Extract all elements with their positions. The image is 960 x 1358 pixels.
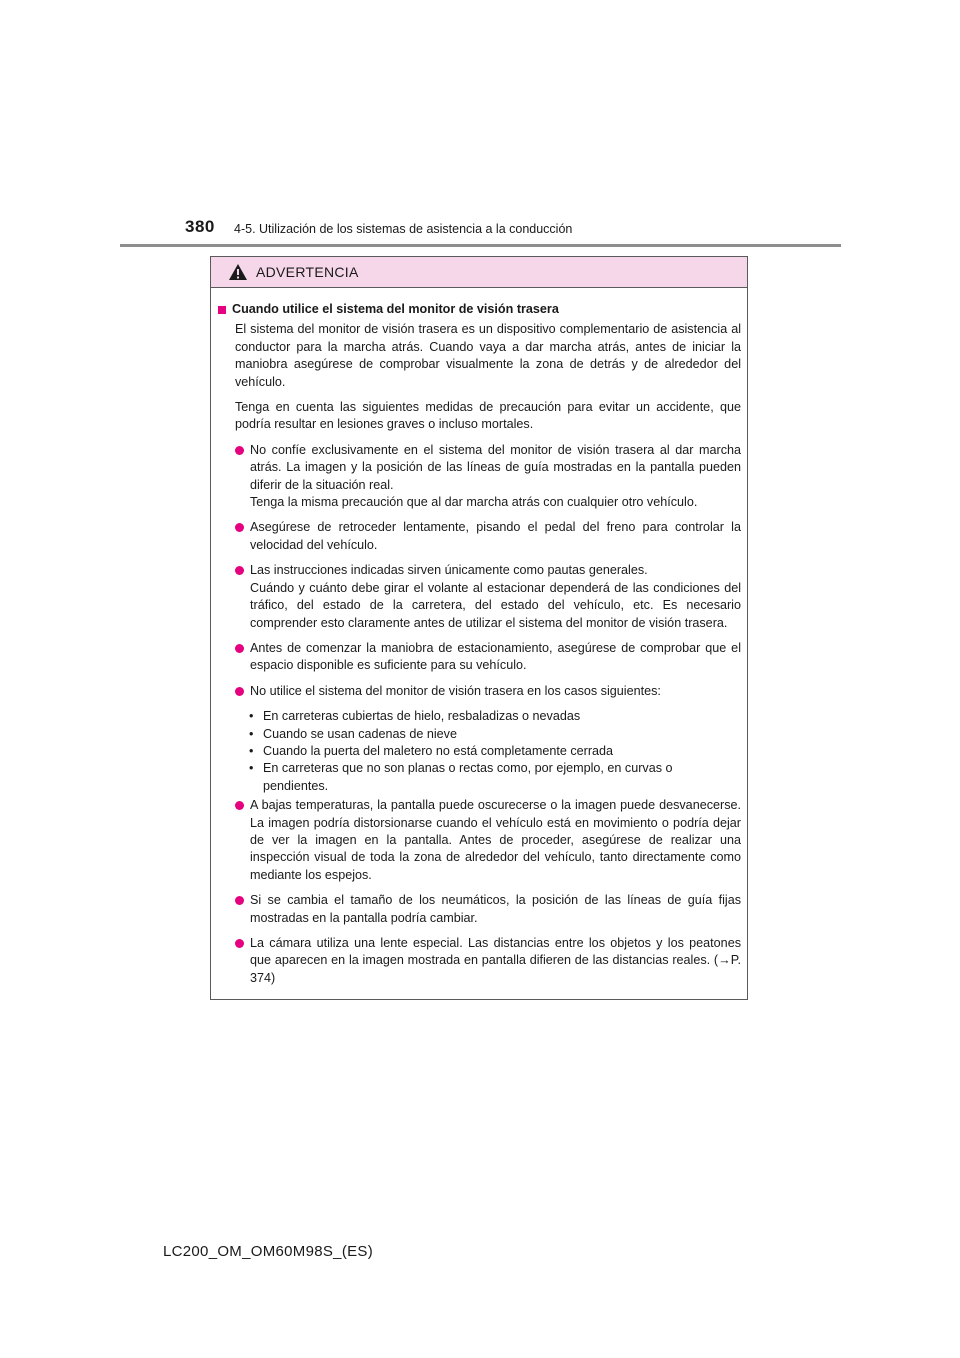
sub-bullet-icon: • [249, 743, 254, 758]
document-code: LC200_OM_OM60M98S_(ES) [163, 1243, 374, 1260]
list-item-text: La cámara utiliza una lente especial. Las distancias entre los objetos y los peatones que aparecen en la imagen mostrada en pantalla difieren de las distancias reales. (→P. 374) [250, 936, 741, 985]
list-item [235, 683, 741, 700]
bullet-dot-icon [235, 896, 244, 905]
list-item-text: Cuándo y cuánto debe girar el volante al estacionar dependerá de las condiciones del tráfico, del estado de la carretera, del estado del vehículo, etc. Es necesario comprender esto claramente antes de utilizar el sistema del monitor de visión trasera. [250, 580, 741, 630]
bullet-dot-icon [235, 446, 244, 455]
list-item-text: No utilice el sistema del monitor de visión trasera en los casos siguientes: [250, 683, 661, 698]
page-number: 380 [185, 217, 215, 236]
sub-list-text: En carreteras cubiertas de hielo, resbaladizas o nevadas [263, 709, 581, 724]
bullet-dot-icon [235, 939, 244, 948]
sub-list-item [249, 726, 741, 743]
list-item-text: Asegúrese de retroceder lentamente, pisando el pedal del freno para controlar la velocidad del vehículo. [250, 520, 741, 552]
bullet-dot-icon [235, 566, 244, 575]
sub-list-text: Cuando se usan cadenas de nieve [263, 726, 457, 741]
list-item [235, 797, 741, 884]
bullet-dot-icon [235, 644, 244, 653]
warning-triangle-icon [228, 263, 248, 281]
sub-bullet-icon: • [249, 761, 254, 776]
warning-subheading [217, 301, 741, 318]
sub-list-item [249, 708, 741, 725]
list-item [235, 892, 741, 927]
bullet-dot-icon [235, 801, 244, 810]
header-divider [120, 244, 841, 247]
sub-list-item [249, 743, 741, 760]
list-item-text: Si se cambia el tamaño de los neumáticos, la posición de las líneas de guía fijas mostradas en la pantalla podría cambiar. [250, 893, 741, 925]
list-item [235, 640, 741, 675]
sub-bullet-icon: • [249, 709, 254, 724]
list-item-text: No confíe exclusivamente en el sistema del monitor de visión trasera al dar marcha atrás. La imagen y la posición de las líneas de guía mostradas en la pantalla pueden diferir de la situación real. [250, 442, 741, 492]
warning-body [211, 288, 747, 987]
list-item [235, 562, 741, 632]
bullet-dot-icon [235, 687, 244, 696]
list-item-text: Las instrucciones indicadas sirven únicamente como pautas generales. [250, 563, 648, 578]
intro-paragraph: El sistema del monitor de visión trasera es un dispositivo complementario de asistencia al conductor para la marcha atrás. Cuando vaya a dar marcha atrás, antes de iniciar la maniobra asegúrese de comprobar visualmente la zona de detrás y de alrededor del vehículo. [235, 322, 741, 389]
section-title: 4-5. Utilización de los sistemas de asistencia a la conducción [234, 222, 573, 236]
square-bullet-icon [218, 306, 226, 314]
sub-bullet-icon: • [249, 726, 254, 741]
sub-list-item [249, 760, 741, 795]
warning-header [211, 257, 747, 288]
list-item [235, 935, 741, 987]
warning-title: ADVERTENCIA [256, 264, 359, 280]
list-item-text: Antes de comenzar la maniobra de estacionamiento, asegúrese de comprobar que el espacio disponible es suficiente para su vehículo. [250, 640, 741, 673]
list-item [235, 519, 741, 554]
sub-list-text: Cuando la puerta del maletero no está completamente cerrada [263, 743, 614, 758]
list-item-text: Tenga la misma precaución que al dar marcha atrás con cualquier otro vehículo. [250, 495, 698, 510]
list-item-text: A bajas temperaturas, la pantalla puede oscurecerse o la imagen puede desvanecerse. La imagen podría distorsionarse cuando el vehículo está en movimiento o podría dejar de ver la imagen en la pantalla. Antes de proceder, asegúrese de realizar una inspección visual de toda la zona de alrededor del vehículo, tanto directamente como mediante los espejos. [250, 798, 741, 882]
list-item [235, 442, 741, 512]
warning-box [210, 256, 748, 1000]
sub-list-text: En carreteras que no son planas o rectas como, por ejemplo, en curvas o pendientes. [263, 761, 673, 793]
sub-list [249, 708, 741, 795]
subheading-text: Cuando utilice el sistema del monitor de visión trasera [232, 302, 559, 316]
bullet-dot-icon [235, 523, 244, 532]
intro-paragraph: Tenga en cuenta las siguientes medidas de precaución para evitar un accidente, que podría resultar en lesiones graves o incluso mortales. [235, 400, 741, 432]
